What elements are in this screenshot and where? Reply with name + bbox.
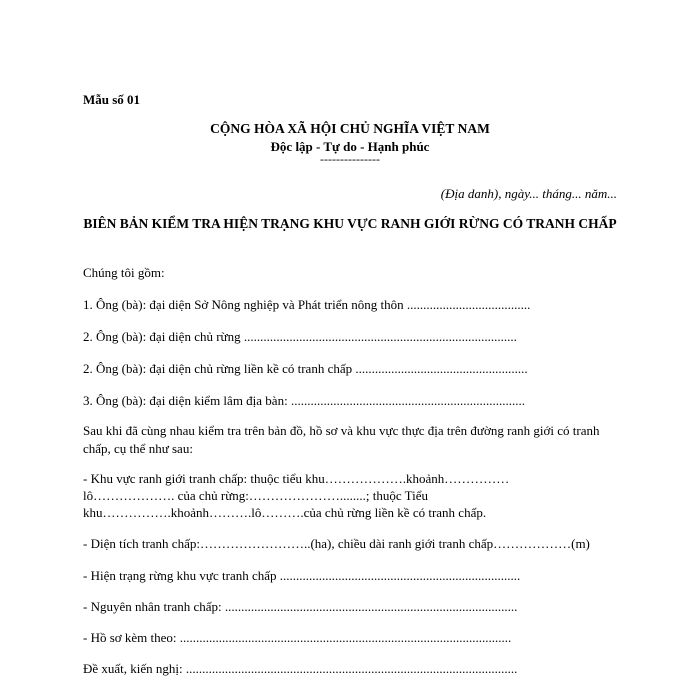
national-motto: Độc lập - Tự do - Hạnh phúc [270, 139, 430, 154]
boundary-area-line-2: lô………………. của chủ rừng:…………………........; thuộc Tiểu [83, 488, 429, 503]
nation-name: CỘNG HÒA XÃ HỘI CHỦ NGHĨA VIỆT NAM [210, 121, 490, 136]
participant-adjacent-owner: 2. Ông (bà): đại diện chủ rừng liền kề có tranh chấp ..................................................... [83, 361, 528, 376]
boundary-area-line-1: - Khu vực ranh giới tranh chấp: thuộc tiểu khu……………….khoảnh…………… [83, 471, 510, 486]
disputed-area-line: - Diện tích tranh chấp:……………………..(ha), chiều dài ranh giới tranh chấp………………(m) [83, 536, 590, 551]
participant-agriculture-dept: 1. Ông (bà): đại diện Sở Nông nghiệp và Phát triển nông thôn ...................................... [83, 297, 531, 312]
place-date-line: (Địa danh), ngày... tháng... năm... [440, 186, 617, 201]
form-number: Mẫu số 01 [83, 92, 141, 107]
proposal-line: Đề xuất, kiến nghị: ...................................................................................................... [83, 661, 518, 676]
forest-status-line: - Hiện trạng rừng khu vực tranh chấp .......................................................................... [83, 568, 521, 583]
participant-ranger: 3. Ông (bà): đại diện kiểm lâm địa bàn: ........................................................................ [83, 393, 525, 408]
intro-text: Chúng tôi gồm: [83, 265, 165, 280]
boundary-area-line-3: khu…………….khoảnh……….lô……….của chủ rừng liền kề có tranh chấp. [83, 505, 487, 520]
motto-underline: --------------- [320, 152, 380, 166]
participant-forest-owner: 2. Ông (bà): đại diện chủ rừng .................................................................................... [83, 329, 517, 344]
inspection-paragraph: Sau khi đã cùng nhau kiểm tra trên bản đồ, hồ sơ và khu vực thực địa trên đường ranh giới có tranh chấp, cụ thể như sau: [83, 423, 600, 456]
dispute-cause-line: - Nguyên nhân tranh chấp: .......................................................................................... [83, 599, 518, 614]
attached-docs-line: - Hồ sơ kèm theo: ...................................................................................................... [83, 630, 512, 645]
document-title: BIÊN BẢN KIỂM TRA HIỆN TRẠNG KHU VỰC RANH GIỚI RỪNG CÓ TRANH CHẤP [83, 216, 617, 231]
